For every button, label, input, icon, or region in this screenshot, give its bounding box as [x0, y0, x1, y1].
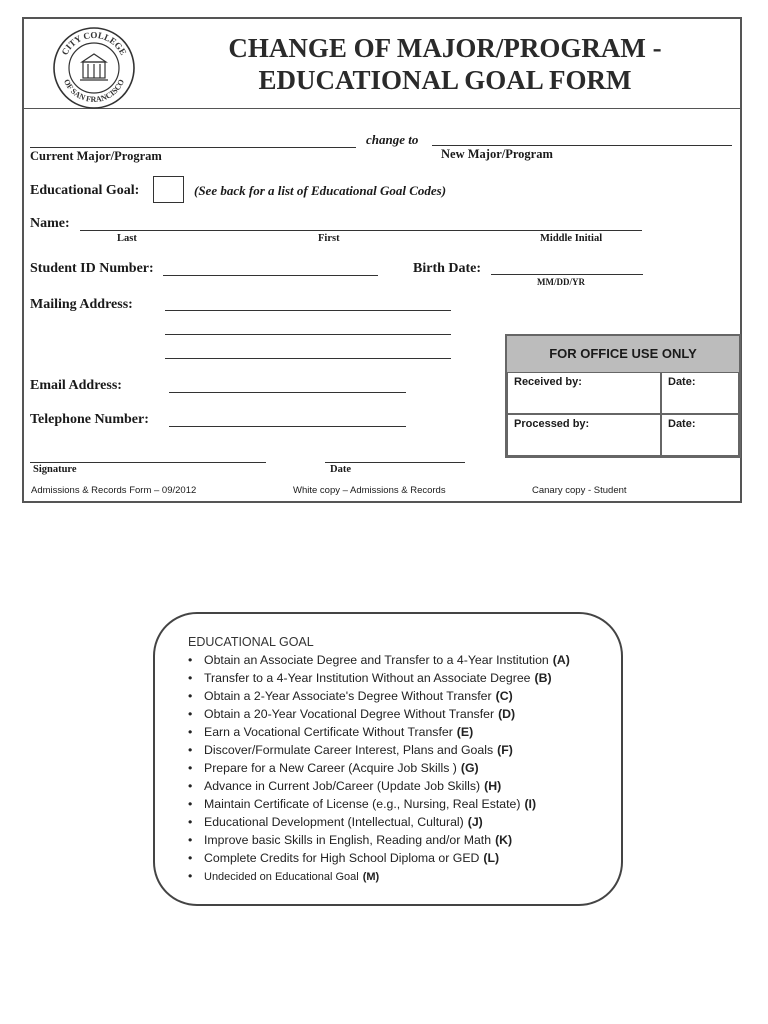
email-line[interactable]: [169, 392, 406, 393]
received-date-cell: [661, 372, 739, 414]
goal-text: Transfer to a 4-Year Institution Without an Associate Degree: [204, 671, 531, 685]
bullet-icon: •: [188, 653, 193, 667]
goal-text: Advance in Current Job/Career (Update Job Skills): [204, 779, 481, 793]
received-date-label: Date:: [668, 376, 696, 388]
list-item: [188, 741, 570, 759]
list-item: [188, 867, 570, 885]
bullet-icon: •: [188, 761, 193, 775]
seal-text-top: CITY COLLEGE: [59, 29, 129, 57]
email-label: Email Address:: [30, 378, 122, 393]
mailing-address-line3[interactable]: [165, 358, 451, 359]
current-major-label: Current Major/Program: [30, 149, 162, 163]
goal-text: Earn a Vocational Certificate Without Transfer: [204, 725, 453, 739]
name-line[interactable]: [80, 230, 642, 231]
list-item: [188, 759, 570, 777]
svg-text:OF SAN FRANCISCO: [62, 78, 126, 104]
received-by-label: Received by:: [514, 376, 582, 388]
form-title-line2: EDUCATIONAL GOAL FORM: [258, 65, 632, 95]
goal-code: (M): [362, 871, 380, 883]
telephone-label: Telephone Number:: [30, 412, 149, 427]
birth-date-format: MM/DD/YR: [537, 277, 585, 287]
name-label: Name:: [30, 216, 70, 231]
current-major-line[interactable]: [30, 147, 356, 148]
processed-by-cell: [507, 414, 661, 456]
mailing-address-label: Mailing Address:: [30, 297, 133, 312]
birth-date-label: Birth Date:: [413, 261, 482, 276]
goal-code: (H): [484, 779, 502, 793]
goal-code: (K): [495, 833, 513, 847]
seal-text-bottom: OF SAN FRANCISCO: [61, 77, 127, 105]
name-first-caption: First: [318, 233, 340, 244]
goal-code: (D): [498, 707, 516, 721]
goal-text: Discover/Formulate Career Interest, Plans and Goals: [204, 743, 494, 757]
educational-goal-code-box[interactable]: [153, 176, 184, 203]
goal-code: (J): [467, 815, 483, 829]
goal-text: Complete Credits for High School Diploma or GED: [204, 851, 480, 865]
list-item: [188, 777, 570, 795]
processed-date-label: Date:: [668, 418, 696, 430]
goal-text: Undecided on Educational Goal: [204, 871, 359, 883]
signature-caption: Signature: [33, 464, 77, 475]
bullet-icon: •: [188, 689, 193, 703]
goal-text: Obtain a 2-Year Associate's Degree Without Transfer: [204, 689, 492, 703]
list-item: [188, 651, 570, 669]
goal-code: (F): [497, 743, 513, 757]
signature-date-line[interactable]: [325, 462, 465, 463]
bullet-icon: •: [188, 779, 193, 793]
bullet-icon: •: [188, 671, 193, 685]
educational-goal-label: Educational Goal:: [30, 183, 140, 198]
signature-line[interactable]: [30, 462, 266, 463]
office-use-heading: FOR OFFICE USE ONLY: [507, 336, 739, 372]
new-major-line[interactable]: [432, 145, 732, 146]
goal-code: (G): [460, 761, 479, 775]
bullet-icon: •: [188, 743, 193, 757]
goal-text: Educational Development (Intellectual, Cultural): [204, 815, 464, 829]
bullet-icon: •: [188, 869, 193, 883]
birth-date-line[interactable]: [491, 274, 643, 275]
mailing-address-line1[interactable]: [165, 310, 451, 311]
student-id-line[interactable]: [163, 275, 378, 276]
processed-date-cell: [661, 414, 739, 456]
telephone-line[interactable]: [169, 426, 406, 427]
educational-goal-codes-title: EDUCATIONAL GOAL: [188, 635, 314, 649]
signature-date-caption: Date: [330, 464, 351, 475]
goal-code: (A): [552, 653, 570, 667]
white-copy-footer: White copy – Admissions & Records: [293, 485, 446, 496]
list-item: [188, 687, 570, 705]
goal-text: Maintain Certificate of License (e.g., Nursing, Real Estate): [204, 797, 521, 811]
goal-text: Prepare for a New Career (Acquire Job Skills ): [204, 761, 457, 775]
form-id-footer: Admissions & Records Form – 09/2012: [31, 485, 197, 496]
form-title-line1: CHANGE OF MAJOR/PROGRAM -: [228, 33, 662, 63]
list-item: [188, 705, 570, 723]
canary-copy-footer: Canary copy - Student: [532, 485, 627, 496]
list-item: [188, 795, 570, 813]
bullet-icon: •: [188, 815, 193, 829]
list-item: [188, 831, 570, 849]
goal-code: (E): [456, 725, 474, 739]
college-seal-icon: [52, 26, 136, 110]
bullet-icon: •: [188, 833, 193, 847]
new-major-label: New Major/Program: [441, 147, 553, 161]
student-id-label: Student ID Number:: [30, 261, 154, 276]
goal-code: (B): [534, 671, 552, 685]
list-item: [188, 723, 570, 741]
goal-code: (L): [483, 851, 500, 865]
goal-text: Improve basic Skills in English, Reading and/or Math: [204, 833, 492, 847]
bullet-icon: •: [188, 725, 193, 739]
bullet-icon: •: [188, 797, 193, 811]
bullet-icon: •: [188, 707, 193, 721]
name-last-caption: Last: [117, 233, 137, 244]
list-item: [188, 669, 570, 687]
mailing-address-line2[interactable]: [165, 334, 451, 335]
processed-by-label: Processed by:: [514, 418, 590, 430]
goal-text: Obtain an Associate Degree and Transfer to a 4-Year Institution: [204, 653, 549, 667]
list-item: [188, 849, 570, 867]
list-item: [188, 813, 570, 831]
received-by-cell: [507, 372, 661, 414]
name-middle-caption: Middle Initial: [540, 233, 603, 244]
goal-text: Obtain a 20-Year Vocational Degree Without Transfer: [204, 707, 495, 721]
bullet-icon: •: [188, 851, 193, 865]
educational-goal-hint: (See back for a list of Educational Goal Codes): [194, 183, 447, 198]
goal-code: (I): [524, 797, 537, 811]
educational-goal-codes-list: [188, 651, 570, 885]
goal-code: (C): [495, 689, 513, 703]
change-to-text: change to: [366, 132, 419, 147]
